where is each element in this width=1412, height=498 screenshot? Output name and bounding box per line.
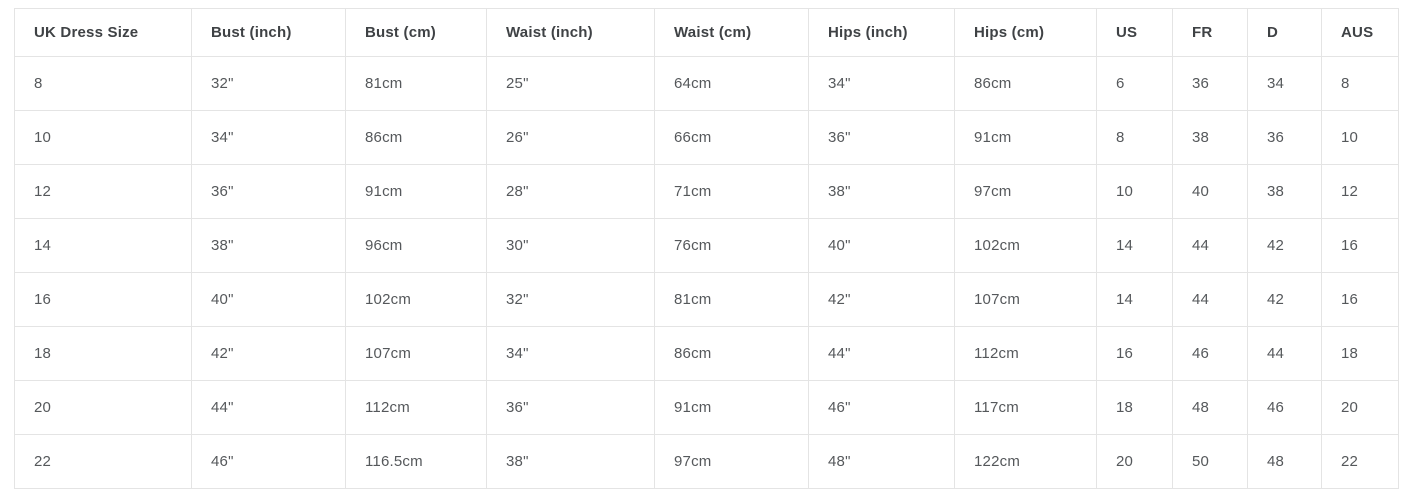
table-cell: 46 <box>1173 327 1248 381</box>
table-cell: 50 <box>1173 435 1248 489</box>
table-cell: 112cm <box>955 327 1097 381</box>
table-cell: 64cm <box>655 57 809 111</box>
column-header-hips-inch: Hips (inch) <box>809 9 955 57</box>
table-cell: 14 <box>1097 273 1173 327</box>
table-cell: 96cm <box>346 219 487 273</box>
table-row <box>15 219 1399 273</box>
table-cell: 38" <box>192 219 346 273</box>
column-header-us: US <box>1097 9 1173 57</box>
table-cell: 97cm <box>655 435 809 489</box>
table-cell: 34" <box>487 327 655 381</box>
table-cell: 12 <box>1322 165 1399 219</box>
column-header-uk-dress-size: UK Dress Size <box>15 9 192 57</box>
table-cell: 42 <box>1248 219 1322 273</box>
table-cell: 18 <box>15 327 192 381</box>
size-conversion-table-container <box>14 8 1399 489</box>
table-cell: 16 <box>1322 219 1399 273</box>
table-cell: 34" <box>192 111 346 165</box>
table-cell: 16 <box>1322 273 1399 327</box>
table-cell: 122cm <box>955 435 1097 489</box>
table-cell: 86cm <box>955 57 1097 111</box>
table-cell: 36 <box>1173 57 1248 111</box>
table-cell: 112cm <box>346 381 487 435</box>
table-cell: 32" <box>192 57 346 111</box>
table-cell: 117cm <box>955 381 1097 435</box>
table-row <box>15 57 1399 111</box>
table-cell: 81cm <box>346 57 487 111</box>
table-cell: 116.5cm <box>346 435 487 489</box>
table-header <box>15 9 1399 57</box>
table-cell: 12 <box>15 165 192 219</box>
table-cell: 30" <box>487 219 655 273</box>
table-cell: 48 <box>1248 435 1322 489</box>
header-row <box>15 9 1399 57</box>
column-header-fr: FR <box>1173 9 1248 57</box>
table-cell: 91cm <box>955 111 1097 165</box>
table-cell: 25" <box>487 57 655 111</box>
table-cell: 38 <box>1173 111 1248 165</box>
table-cell: 40" <box>809 219 955 273</box>
table-body <box>15 57 1399 489</box>
table-cell: 38" <box>809 165 955 219</box>
table-cell: 91cm <box>655 381 809 435</box>
table-cell: 10 <box>15 111 192 165</box>
table-cell: 107cm <box>346 327 487 381</box>
table-cell: 14 <box>15 219 192 273</box>
table-cell: 8 <box>1097 111 1173 165</box>
table-cell: 26" <box>487 111 655 165</box>
column-header-d: D <box>1248 9 1322 57</box>
table-cell: 8 <box>1322 57 1399 111</box>
table-cell: 38 <box>1248 165 1322 219</box>
table-cell: 44 <box>1248 327 1322 381</box>
table-cell: 46" <box>192 435 346 489</box>
table-row <box>15 435 1399 489</box>
table-cell: 36" <box>809 111 955 165</box>
table-cell: 86cm <box>655 327 809 381</box>
table-cell: 42" <box>192 327 346 381</box>
table-cell: 36 <box>1248 111 1322 165</box>
table-cell: 36" <box>487 381 655 435</box>
table-cell: 16 <box>15 273 192 327</box>
table-cell: 10 <box>1322 111 1399 165</box>
table-cell: 91cm <box>346 165 487 219</box>
column-header-bust-cm: Bust (cm) <box>346 9 487 57</box>
table-cell: 18 <box>1322 327 1399 381</box>
table-cell: 22 <box>15 435 192 489</box>
column-header-bust-inch: Bust (inch) <box>192 9 346 57</box>
table-cell: 71cm <box>655 165 809 219</box>
table-cell: 34 <box>1248 57 1322 111</box>
table-cell: 102cm <box>955 219 1097 273</box>
table-cell: 66cm <box>655 111 809 165</box>
table-cell: 32" <box>487 273 655 327</box>
table-cell: 102cm <box>346 273 487 327</box>
table-cell: 34" <box>809 57 955 111</box>
table-cell: 22 <box>1322 435 1399 489</box>
table-row <box>15 111 1399 165</box>
table-cell: 42" <box>809 273 955 327</box>
table-cell: 36" <box>192 165 346 219</box>
table-cell: 16 <box>1097 327 1173 381</box>
column-header-hips-cm: Hips (cm) <box>955 9 1097 57</box>
table-cell: 8 <box>15 57 192 111</box>
table-cell: 10 <box>1097 165 1173 219</box>
table-cell: 40" <box>192 273 346 327</box>
table-cell: 14 <box>1097 219 1173 273</box>
table-cell: 44" <box>192 381 346 435</box>
table-cell: 38" <box>487 435 655 489</box>
table-row <box>15 273 1399 327</box>
table-row <box>15 381 1399 435</box>
table-cell: 40 <box>1173 165 1248 219</box>
column-header-waist-cm: Waist (cm) <box>655 9 809 57</box>
table-cell: 44" <box>809 327 955 381</box>
table-cell: 42 <box>1248 273 1322 327</box>
column-header-aus: AUS <box>1322 9 1399 57</box>
table-cell: 48 <box>1173 381 1248 435</box>
table-cell: 28" <box>487 165 655 219</box>
table-cell: 20 <box>1322 381 1399 435</box>
table-cell: 76cm <box>655 219 809 273</box>
table-cell: 20 <box>15 381 192 435</box>
table-cell: 46 <box>1248 381 1322 435</box>
table-cell: 46" <box>809 381 955 435</box>
table-cell: 107cm <box>955 273 1097 327</box>
table-cell: 20 <box>1097 435 1173 489</box>
table-cell: 44 <box>1173 219 1248 273</box>
table-cell: 6 <box>1097 57 1173 111</box>
column-header-waist-inch: Waist (inch) <box>487 9 655 57</box>
table-row <box>15 165 1399 219</box>
table-cell: 18 <box>1097 381 1173 435</box>
table-row <box>15 327 1399 381</box>
size-conversion-table <box>14 8 1399 489</box>
table-cell: 44 <box>1173 273 1248 327</box>
table-cell: 86cm <box>346 111 487 165</box>
table-cell: 48" <box>809 435 955 489</box>
table-cell: 81cm <box>655 273 809 327</box>
table-cell: 97cm <box>955 165 1097 219</box>
